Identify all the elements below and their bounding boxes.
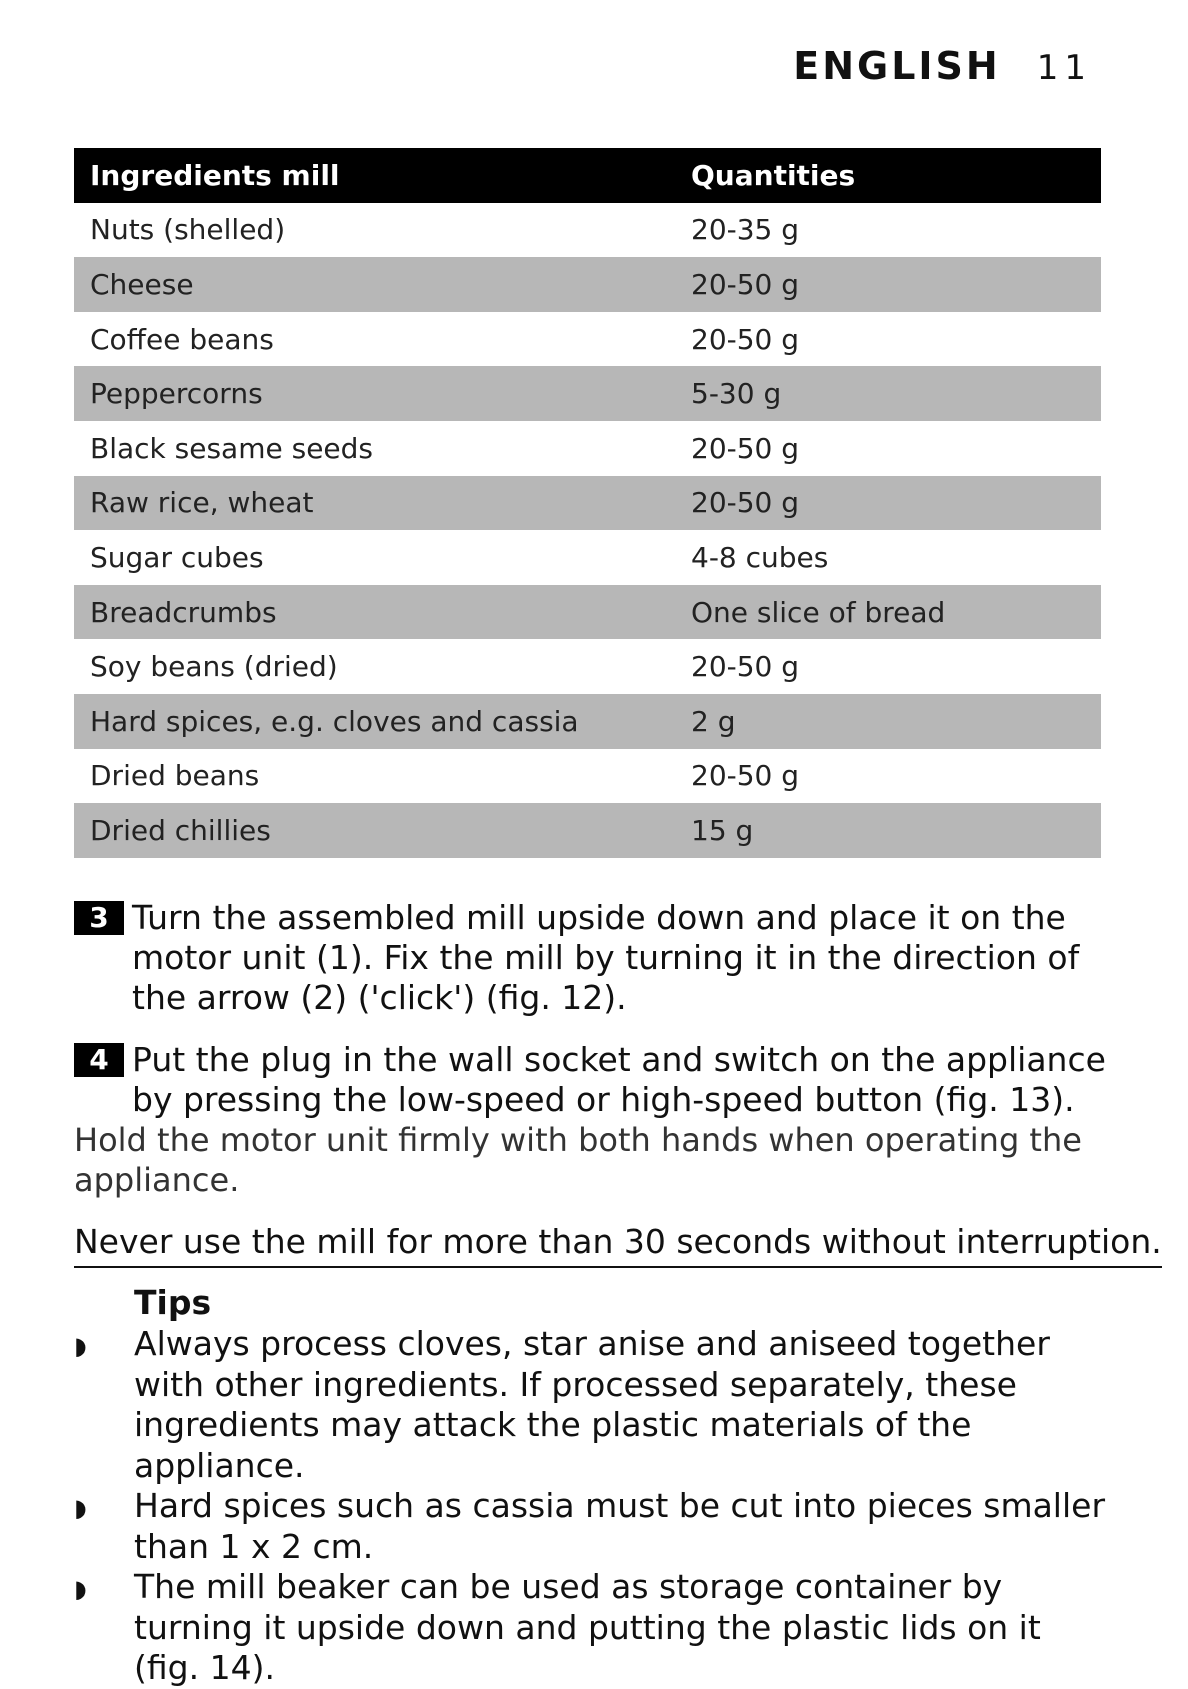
step-text: Turn the assembled mill upside down and place it on the motor unit (1). Fix the mill by turning it in the direction of the arrow (2) ('click') (fig. 12). [132,898,1080,1017]
page-header [793,44,1092,88]
tip-text: The mill beaker can be used as storage container by turning it upside down and putting the plastic lids on it (fig. 14). [134,1567,1041,1687]
table-row [74,803,1101,858]
table-row [74,203,1101,258]
table-row [74,366,1101,421]
table-row [74,530,1101,585]
quantity-cell: 20-50 g [691,650,800,684]
quantity-cell: 20-35 g [691,213,800,247]
tips-list [74,1324,1114,1689]
column-header-ingredients: Ingredients mill [90,158,340,192]
ingredient-cell: Cheese [90,267,194,301]
ingredient-cell: Soy beans (dried) [90,650,338,684]
quantity-cell: 20-50 g [691,322,800,356]
column-header-quantities: Quantities [691,158,856,192]
quantity-cell: 5-30 g [691,377,782,411]
quantity-cell: 15 g [691,813,754,847]
instruction-step-3 [74,898,1114,1018]
step-text: Put the plug in the wall socket and switch on the appliance by pressing the low-speed or high-speed button (fig. 13). [132,1040,1106,1119]
table-row [74,476,1101,531]
list-item [74,1324,1114,1486]
table-row [74,257,1101,312]
bullet-icon: ◗ [74,1494,87,1522]
quantity-cell: 20-50 g [691,267,800,301]
step-number-badge: 3 [74,901,124,935]
list-item [74,1567,1114,1689]
ingredients-table [74,148,1101,858]
tip-text: Always process cloves, star anise and aniseed together with other ingredients. If processed separately, these ingredients may attack the plastic materials of the appliance. [134,1324,1050,1485]
operating-note: Hold the motor unit firmly with both hands when operating the appliance. [74,1121,1082,1199]
ingredient-cell: Sugar cubes [90,540,264,574]
language-label: ENGLISH [793,44,1001,88]
ingredient-cell: Coffee beans [90,322,274,356]
ingredient-cell: Breadcrumbs [90,595,277,629]
table-row [74,694,1101,749]
quantity-cell: 20-50 g [691,759,800,793]
bullet-icon: ◗ [74,1332,87,1360]
list-item [74,1486,1114,1567]
table-row [74,749,1101,804]
tips-heading: Tips [134,1283,212,1322]
ingredient-cell: Dried chillies [90,813,271,847]
quantity-cell: 4-8 cubes [691,540,829,574]
tip-text: Hard spices such as cassia must be cut into pieces smaller than 1 x 2 cm. [134,1486,1106,1566]
table-row [74,312,1101,367]
step-number-badge: 4 [74,1043,124,1077]
page-number: 11 [1036,48,1092,88]
table-row [74,421,1101,476]
table-row [74,639,1101,694]
bullet-icon: ◗ [74,1575,87,1603]
quantity-cell: 20-50 g [691,486,800,520]
quantity-cell: 20-50 g [691,431,800,465]
table-row [74,585,1101,640]
table-header-row [74,148,1101,203]
ingredient-cell: Peppercorns [90,377,263,411]
ingredient-cell: Dried beans [90,759,260,793]
quantity-cell: One slice of bread [691,595,946,629]
instruction-step-4 [74,1040,1114,1120]
quantity-cell: 2 g [691,704,736,738]
ingredient-cell: Nuts (shelled) [90,213,286,247]
ingredient-cell: Black sesame seeds [90,431,374,465]
usage-warning: Never use the mill for more than 30 seconds without interruption. [74,1222,1162,1268]
ingredient-cell: Hard spices, e.g. cloves and cassia [90,704,579,738]
ingredient-cell: Raw rice, wheat [90,486,314,520]
